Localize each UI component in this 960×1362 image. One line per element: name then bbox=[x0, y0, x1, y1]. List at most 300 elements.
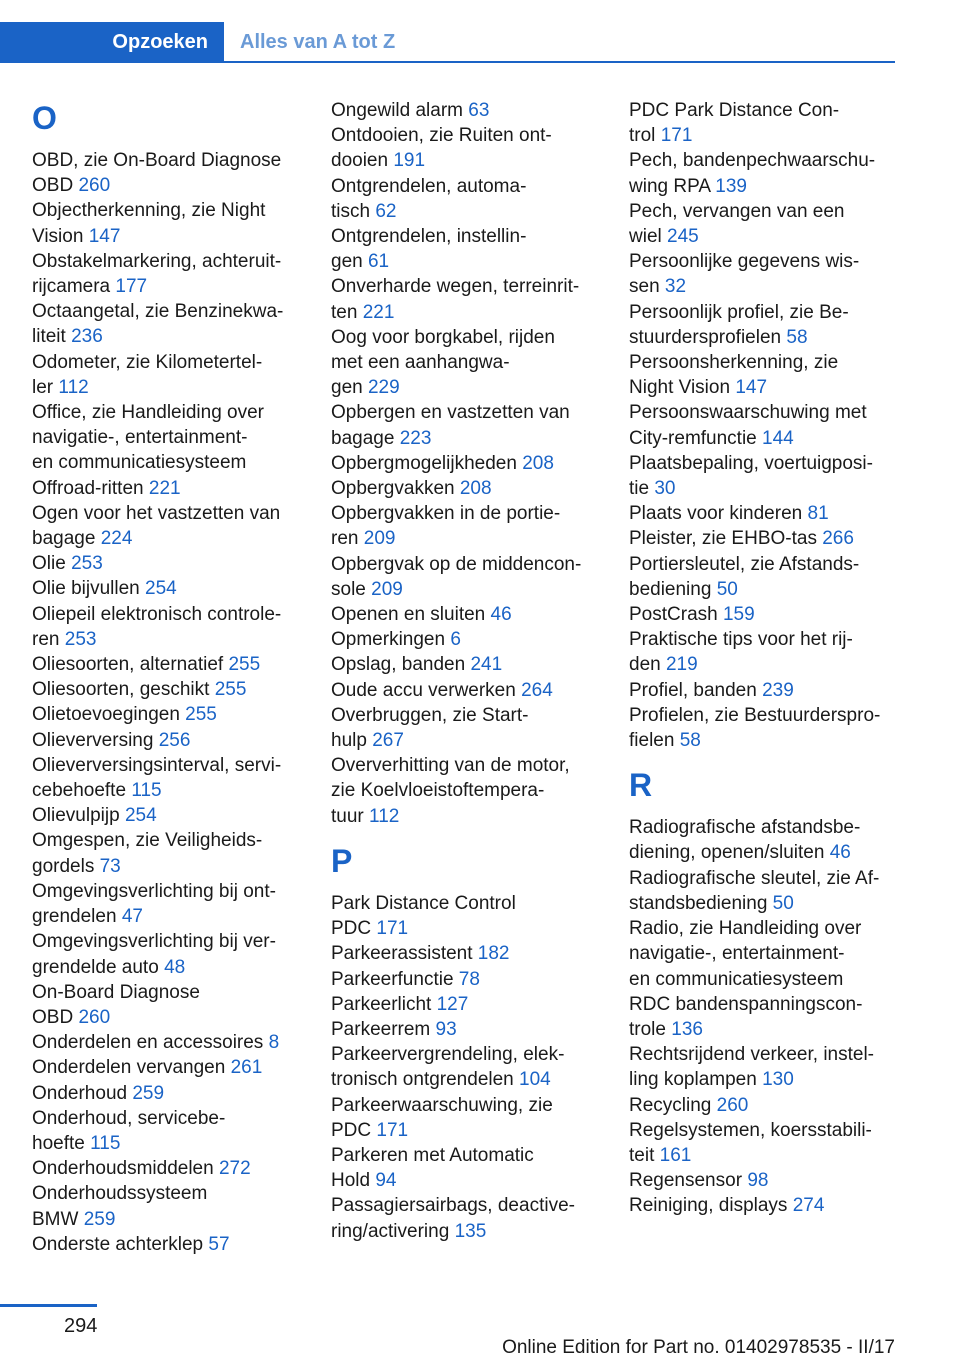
index-entry bbox=[629, 249, 899, 299]
entry-line: bagage bbox=[32, 528, 96, 550]
entry-line: sen bbox=[629, 276, 660, 298]
page-reference-link[interactable]: 32 bbox=[664, 276, 687, 298]
entry-text bbox=[32, 879, 302, 904]
entry-text bbox=[331, 992, 601, 1017]
index-entry bbox=[331, 98, 601, 123]
entry-line: gen bbox=[331, 377, 363, 399]
index-entry bbox=[629, 627, 899, 677]
entry-line: ten bbox=[331, 301, 358, 323]
entry-line: cebehoefte bbox=[32, 780, 127, 802]
entry-text bbox=[32, 526, 302, 551]
page-reference-link[interactable]: 260 bbox=[716, 1094, 749, 1116]
entry-line: bagage bbox=[331, 427, 395, 449]
entry-text bbox=[629, 199, 899, 224]
page-reference-link[interactable]: 236 bbox=[71, 326, 103, 348]
index-entry bbox=[331, 1017, 601, 1042]
entry-text bbox=[629, 728, 899, 753]
entry-line: Radio, zie Handleiding over bbox=[629, 918, 862, 940]
page-reference-link[interactable]: 115 bbox=[131, 780, 162, 802]
entry-text bbox=[331, 652, 601, 677]
entry-line: Persoonswaarschuwing met bbox=[629, 402, 867, 424]
entry-text bbox=[32, 803, 302, 828]
entry-text bbox=[629, 300, 899, 325]
entry-line: Profielen, zie Bestuurderspro- bbox=[629, 704, 881, 726]
entry-line: Onderhoud, servicebe- bbox=[32, 1107, 226, 1129]
index-entry bbox=[331, 967, 601, 992]
page-reference-link[interactable]: 208 bbox=[522, 452, 554, 474]
index-entry bbox=[629, 526, 899, 551]
entry-line: Regelsystemen, koersstabili- bbox=[629, 1119, 872, 1141]
page-reference-link[interactable]: 253 bbox=[71, 553, 103, 575]
entry-line: BMW bbox=[32, 1208, 79, 1230]
entry-text bbox=[331, 98, 601, 123]
page-reference-link[interactable]: 63 bbox=[468, 100, 490, 121]
section-letter: R bbox=[629, 767, 653, 804]
index-entry bbox=[629, 350, 899, 400]
page-reference-link[interactable]: 255 bbox=[228, 654, 261, 676]
index-entry bbox=[32, 1106, 302, 1156]
entry-text bbox=[629, 325, 899, 350]
entry-line: Openen en sluiten bbox=[331, 604, 486, 626]
entry-line: tuur bbox=[331, 805, 364, 827]
entry-line: trol bbox=[629, 125, 656, 147]
entry-text bbox=[629, 526, 899, 551]
entry-text bbox=[331, 1143, 601, 1168]
entry-text bbox=[629, 501, 899, 526]
index-entry bbox=[32, 148, 302, 198]
page-reference-link[interactable]: 191 bbox=[393, 150, 426, 172]
entry-text bbox=[32, 375, 302, 400]
page-reference-link[interactable]: 130 bbox=[762, 1069, 794, 1091]
page-reference-link[interactable]: 255 bbox=[214, 679, 247, 701]
entry-text bbox=[331, 224, 601, 249]
page-reference-link[interactable]: 171 bbox=[660, 125, 693, 147]
entry-line: Parkeerfunctie bbox=[331, 968, 454, 990]
entry-text bbox=[32, 148, 302, 173]
entry-line: City-remfunctie bbox=[629, 427, 757, 449]
index-entry bbox=[331, 941, 601, 966]
index-entry bbox=[629, 148, 899, 198]
page-reference-link[interactable]: 245 bbox=[667, 226, 699, 248]
entry-text bbox=[32, 501, 302, 526]
entry-line: gordels bbox=[32, 855, 95, 877]
entry-text bbox=[629, 703, 899, 728]
page-reference-link[interactable]: 61 bbox=[367, 251, 390, 273]
entry-text bbox=[629, 577, 899, 602]
index-entry bbox=[331, 451, 601, 476]
entry-line: Opbergvakken bbox=[331, 478, 455, 500]
page-reference-link[interactable]: 241 bbox=[470, 654, 503, 676]
entry-line: Persoonsherkenning, zie bbox=[629, 352, 839, 374]
entry-line: diening, openen/sluiten bbox=[629, 842, 825, 864]
entry-text bbox=[32, 753, 302, 778]
page-reference-link[interactable]: 255 bbox=[185, 704, 217, 726]
page-reference-link[interactable]: 182 bbox=[477, 943, 510, 965]
page-reference-link[interactable]: 223 bbox=[399, 427, 432, 449]
page-reference-link[interactable]: 224 bbox=[100, 528, 133, 550]
entry-text bbox=[331, 426, 601, 451]
page-reference-link[interactable]: 171 bbox=[376, 918, 409, 940]
page-reference-link[interactable]: 6 bbox=[450, 629, 461, 651]
page-reference-link[interactable]: 58 bbox=[679, 730, 701, 752]
page-reference-link[interactable]: 139 bbox=[715, 175, 747, 197]
page-reference-link[interactable]: 73 bbox=[99, 855, 121, 877]
index-entry bbox=[331, 325, 601, 401]
entry-line: Olietoevoegingen bbox=[32, 704, 180, 726]
entry-text bbox=[32, 249, 302, 274]
entry-text bbox=[331, 916, 601, 941]
page-reference-link[interactable]: 78 bbox=[458, 968, 480, 990]
page-reference-link[interactable]: 259 bbox=[83, 1208, 116, 1230]
entry-line: Parkeerassistent bbox=[331, 943, 473, 965]
entry-text bbox=[32, 224, 302, 249]
index-entry bbox=[32, 879, 302, 929]
entry-line: gen bbox=[331, 251, 363, 273]
entry-text bbox=[331, 941, 601, 966]
page-reference-link[interactable]: 144 bbox=[762, 427, 794, 449]
entry-text bbox=[331, 375, 601, 400]
page-reference-link[interactable]: 209 bbox=[363, 528, 396, 550]
entry-line: fielen bbox=[629, 730, 675, 752]
index-entry bbox=[32, 602, 302, 652]
page-reference-link[interactable]: 147 bbox=[88, 225, 121, 247]
entry-text bbox=[32, 652, 302, 677]
entry-text bbox=[32, 728, 302, 753]
entry-text bbox=[629, 627, 899, 652]
entry-line: Ontdooien, zie Ruiten ont- bbox=[331, 125, 552, 147]
entry-text bbox=[32, 1207, 302, 1232]
index-entry bbox=[629, 98, 899, 148]
page-reference-link[interactable]: 221 bbox=[362, 301, 395, 323]
index-entry bbox=[629, 199, 899, 249]
entry-line: Passagiersairbags, deactive- bbox=[331, 1195, 575, 1217]
index-entry bbox=[629, 916, 899, 992]
entry-text bbox=[629, 815, 899, 840]
entry-line: grendelde auto bbox=[32, 956, 159, 978]
index-entry bbox=[32, 929, 302, 979]
page-reference-link[interactable]: 112 bbox=[369, 805, 400, 827]
entry-line: PostCrash bbox=[629, 604, 718, 626]
entry-text bbox=[32, 1081, 302, 1106]
index-entry bbox=[32, 1181, 302, 1231]
entry-line: en communicatiesysteem bbox=[629, 968, 844, 990]
page-reference-link[interactable]: 256 bbox=[158, 729, 191, 751]
entry-text bbox=[629, 840, 899, 865]
edition-footer: Online Edition for Part no. 01402978535 - II/17 bbox=[502, 1337, 895, 1358]
entry-line: Praktische tips voor het rij- bbox=[629, 629, 853, 651]
page-reference-link[interactable]: 115 bbox=[90, 1132, 121, 1154]
page-reference-link[interactable]: 30 bbox=[654, 478, 676, 500]
index-entry bbox=[629, 992, 899, 1042]
entry-line: Pech, vervangen van een bbox=[629, 200, 845, 222]
index-entry bbox=[629, 451, 899, 501]
page-reference-link[interactable]: 127 bbox=[436, 993, 469, 1015]
entry-text bbox=[629, 224, 899, 249]
entry-line: ren bbox=[32, 628, 60, 650]
entry-text bbox=[331, 1067, 601, 1092]
index-entry bbox=[629, 815, 899, 865]
index-entry bbox=[331, 678, 601, 703]
entry-text bbox=[32, 602, 302, 627]
entry-text bbox=[32, 324, 302, 349]
page-reference-link[interactable]: 261 bbox=[230, 1057, 263, 1079]
entry-line: Oude accu verwerken bbox=[331, 679, 516, 701]
entry-text bbox=[331, 174, 601, 199]
page-reference-link[interactable]: 260 bbox=[78, 1006, 111, 1028]
page-reference-link[interactable]: 98 bbox=[747, 1170, 769, 1192]
entry-text bbox=[629, 174, 899, 199]
page-reference-link[interactable]: 147 bbox=[735, 377, 768, 399]
page-reference-link[interactable]: 50 bbox=[772, 892, 794, 914]
page-reference-link[interactable]: 266 bbox=[822, 528, 854, 550]
entry-text bbox=[331, 627, 601, 652]
entry-line: Omgevingsverlichting bij ver- bbox=[32, 931, 276, 953]
entry-text bbox=[331, 300, 601, 325]
entry-text bbox=[629, 476, 899, 501]
index-entry bbox=[629, 400, 899, 450]
page-reference-link[interactable]: 48 bbox=[164, 956, 186, 978]
page-reference-link[interactable]: 253 bbox=[64, 628, 97, 650]
index-entry bbox=[629, 602, 899, 627]
entry-line: stuurdersprofielen bbox=[629, 326, 782, 348]
entry-line: Reiniging, displays bbox=[629, 1195, 788, 1217]
entry-line: Opbergen en vastzetten van bbox=[331, 402, 570, 424]
entry-text bbox=[32, 1232, 302, 1257]
page-reference-link[interactable]: 274 bbox=[792, 1195, 825, 1217]
entry-line: hoefte bbox=[32, 1132, 85, 1154]
index-entry bbox=[32, 476, 302, 501]
index-entry bbox=[32, 551, 302, 576]
entry-text bbox=[629, 1193, 899, 1218]
page-reference-link[interactable]: 81 bbox=[807, 503, 829, 525]
page-reference-link[interactable]: 94 bbox=[375, 1170, 397, 1192]
index-entry bbox=[331, 1143, 601, 1193]
entry-text bbox=[331, 778, 601, 803]
entry-line: Olieverversingsinterval, servi- bbox=[32, 754, 282, 776]
entry-text bbox=[629, 426, 899, 451]
page-reference-link[interactable]: 47 bbox=[121, 906, 143, 928]
entry-line: Parkeerlicht bbox=[331, 993, 432, 1015]
entry-text bbox=[32, 551, 302, 576]
entry-text bbox=[629, 98, 899, 123]
entry-line: Olie bbox=[32, 553, 66, 575]
entry-line: Recycling bbox=[629, 1094, 712, 1116]
entry-line: Pech, bandenpechwaarschu- bbox=[629, 150, 876, 172]
entry-line: Offroad-ritten bbox=[32, 477, 144, 499]
entry-text bbox=[32, 929, 302, 954]
index-entry bbox=[331, 174, 601, 224]
index-entry bbox=[331, 602, 601, 627]
tab-alles-van-a-tot-z[interactable]: Alles van A tot Z bbox=[240, 30, 396, 53]
entry-text bbox=[32, 980, 302, 1005]
entry-text bbox=[629, 451, 899, 476]
page-reference-link[interactable]: 58 bbox=[786, 326, 808, 348]
entry-line: RDC bandenspanningscon- bbox=[629, 993, 863, 1015]
entry-line: Ontgrendelen, instellin- bbox=[331, 226, 527, 248]
index-entry bbox=[32, 1156, 302, 1181]
page-reference-link[interactable]: 104 bbox=[519, 1069, 551, 1091]
index-entry bbox=[331, 224, 601, 274]
entry-line: Octaangetal, zie Benzinekwa- bbox=[32, 301, 284, 323]
entry-line: Ongewild alarm bbox=[331, 100, 463, 121]
page-reference-link[interactable]: 264 bbox=[521, 679, 553, 701]
entry-text bbox=[32, 955, 302, 980]
entry-text bbox=[629, 1093, 899, 1118]
index-section bbox=[331, 98, 601, 829]
entry-text bbox=[331, 1219, 601, 1244]
entry-line: Rechtsrijdend verkeer, instel- bbox=[629, 1044, 874, 1066]
index-entry bbox=[629, 1168, 899, 1193]
page-reference-link[interactable]: 159 bbox=[722, 604, 755, 626]
entry-text bbox=[629, 941, 899, 966]
entry-text bbox=[331, 552, 601, 577]
page-reference-link[interactable]: 93 bbox=[435, 1018, 457, 1040]
entry-line: Opslag, banden bbox=[331, 654, 466, 676]
entry-line: grendelen bbox=[32, 906, 117, 928]
page-reference-link[interactable]: 62 bbox=[375, 200, 397, 222]
entry-text bbox=[629, 148, 899, 173]
tab-opzoeken[interactable]: Opzoeken bbox=[0, 22, 224, 62]
page-reference-link[interactable]: 239 bbox=[762, 679, 794, 701]
entry-text bbox=[331, 123, 601, 148]
page-reference-link[interactable]: 46 bbox=[829, 842, 851, 864]
page-reference-link[interactable]: 161 bbox=[659, 1144, 692, 1166]
index-entry bbox=[629, 501, 899, 526]
index-entry bbox=[32, 400, 302, 476]
entry-line: Profiel, banden bbox=[629, 679, 757, 701]
index-entry bbox=[331, 891, 601, 941]
index-entry bbox=[331, 274, 601, 324]
entry-line: Parkeerwaarschuwing, zie bbox=[331, 1094, 553, 1116]
entry-text bbox=[629, 249, 899, 274]
entry-line: met een aanhangwa- bbox=[331, 352, 510, 374]
index-entry bbox=[331, 552, 601, 602]
index-entry bbox=[331, 753, 601, 829]
page-reference-link[interactable]: 112 bbox=[58, 376, 89, 398]
index-entry bbox=[629, 703, 899, 753]
header-divider bbox=[0, 61, 895, 63]
index-section bbox=[32, 98, 302, 1257]
page-reference-link[interactable]: 8 bbox=[268, 1032, 280, 1054]
entry-line: wiel bbox=[629, 226, 662, 248]
page-reference-link[interactable]: 254 bbox=[124, 805, 157, 827]
entry-text bbox=[32, 702, 302, 727]
page-reference-link[interactable]: 209 bbox=[371, 578, 403, 600]
page-reference-link[interactable]: 229 bbox=[367, 377, 400, 399]
entry-text bbox=[331, 451, 601, 476]
entry-line: dooien bbox=[331, 150, 389, 172]
entry-line: navigatie-, entertainment- bbox=[32, 427, 248, 449]
entry-line: Radiografische afstandsbe- bbox=[629, 817, 861, 839]
section-letter: O bbox=[32, 100, 57, 136]
entry-text bbox=[32, 677, 302, 702]
page-reference-link[interactable]: 57 bbox=[208, 1233, 230, 1255]
entry-text bbox=[629, 1143, 899, 1168]
entry-text bbox=[32, 198, 302, 223]
page-reference-link[interactable]: 267 bbox=[372, 730, 404, 752]
index-entry bbox=[32, 501, 302, 551]
entry-text bbox=[331, 703, 601, 728]
entry-line: Onderdelen vervangen bbox=[32, 1057, 226, 1079]
entry-line: Opbergvakken in de portie- bbox=[331, 503, 561, 525]
index-entry bbox=[331, 123, 601, 173]
entry-line: trole bbox=[629, 1018, 666, 1040]
page-reference-link[interactable]: 171 bbox=[376, 1119, 409, 1141]
page-reference-link[interactable]: 221 bbox=[148, 477, 181, 499]
entry-text bbox=[629, 375, 899, 400]
entry-text bbox=[629, 1067, 899, 1092]
entry-line: Onverharde wegen, terreinrit- bbox=[331, 276, 580, 298]
entry-text bbox=[331, 678, 601, 703]
index-entry bbox=[32, 980, 302, 1030]
entry-line: Objectherkenning, zie Night bbox=[32, 200, 266, 222]
entry-text bbox=[32, 274, 302, 299]
index-entry bbox=[32, 576, 302, 601]
entry-line: On-Board Diagnose bbox=[32, 981, 200, 1003]
entry-line: Oververhitting van de motor, bbox=[331, 755, 570, 777]
entry-text bbox=[331, 891, 601, 916]
index-entry bbox=[629, 1042, 899, 1092]
entry-line: zie Koelvloeistoftempera- bbox=[331, 780, 545, 802]
index-entry bbox=[32, 677, 302, 702]
entry-text bbox=[32, 400, 302, 425]
page-reference-link[interactable]: 260 bbox=[78, 175, 111, 197]
page-reference-link[interactable]: 135 bbox=[454, 1220, 487, 1242]
entry-text bbox=[32, 1156, 302, 1181]
entry-line: Night Vision bbox=[629, 377, 731, 399]
entry-line: Hold bbox=[331, 1170, 371, 1192]
page-reference-link[interactable]: 208 bbox=[459, 478, 492, 500]
index-entry bbox=[331, 476, 601, 501]
entry-line: Opmerkingen bbox=[331, 629, 446, 651]
entry-line: Onderhoud bbox=[32, 1082, 128, 1104]
page-reference-link[interactable]: 50 bbox=[716, 578, 738, 600]
index-column-3 bbox=[629, 98, 899, 1219]
footer-divider bbox=[0, 1304, 97, 1307]
entry-text bbox=[32, 627, 302, 652]
entry-line: ling koplampen bbox=[629, 1069, 757, 1091]
entry-text bbox=[331, 400, 601, 425]
entry-text bbox=[629, 274, 899, 299]
entry-line: Ontgrendelen, automa- bbox=[331, 175, 527, 197]
index-column-2 bbox=[331, 98, 601, 1244]
entry-text bbox=[32, 854, 302, 879]
entry-text bbox=[629, 1017, 899, 1042]
page-reference-link[interactable]: 177 bbox=[115, 276, 148, 298]
entry-line: PDC bbox=[331, 1119, 372, 1141]
entry-text bbox=[32, 1181, 302, 1206]
entry-line: sole bbox=[331, 578, 366, 600]
page-reference-link[interactable]: 272 bbox=[218, 1158, 251, 1180]
entry-text bbox=[32, 1030, 302, 1055]
page-reference-link[interactable]: 46 bbox=[490, 604, 512, 626]
page-reference-link[interactable]: 259 bbox=[132, 1082, 165, 1104]
entry-line: Persoonlijk profiel, zie Be- bbox=[629, 301, 849, 323]
entry-line: bediening bbox=[629, 578, 712, 600]
entry-line: tisch bbox=[331, 200, 371, 222]
index-entry bbox=[32, 828, 302, 878]
index-entry bbox=[331, 1193, 601, 1243]
entry-line: Omgespen, zie Veiligheids- bbox=[32, 830, 263, 852]
index-entry bbox=[629, 1093, 899, 1118]
entry-text bbox=[32, 1055, 302, 1080]
page-reference-link[interactable]: 254 bbox=[145, 578, 177, 600]
page-header bbox=[0, 0, 960, 64]
page-reference-link[interactable]: 219 bbox=[665, 654, 698, 676]
index-entry bbox=[629, 300, 899, 350]
page-reference-link[interactable]: 136 bbox=[671, 1018, 703, 1040]
index-entry bbox=[32, 753, 302, 803]
